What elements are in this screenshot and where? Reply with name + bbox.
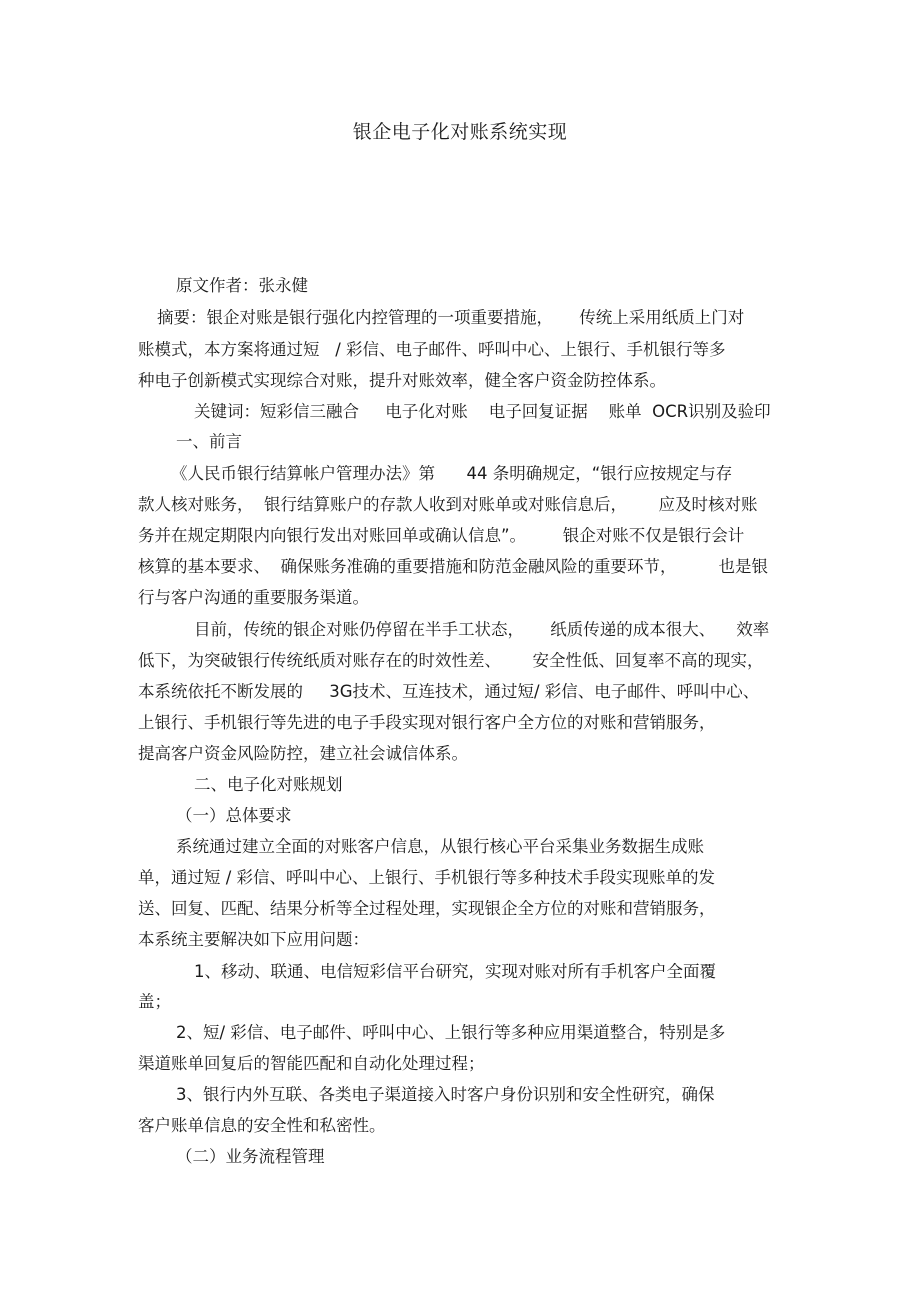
paragraph-line: 目前，传统的银企对账仍停留在半手工状态， 纸质传递的成本很大、 效率 xyxy=(194,620,770,639)
section-heading: 一、前言 xyxy=(176,432,242,451)
paragraph-line: 系统通过建立全面的对账客户信息，从银行核心平台采集业务数据生成账 xyxy=(176,837,704,856)
abstract-line: 种电子创新模式实现综合对账，提升对账效率，健全客户资金防控体系。 xyxy=(138,371,666,390)
keywords-line: 关键词：短彩信三融合 电子化对账 电子回复证据 账单 OCR识别及验印 xyxy=(194,402,771,421)
list-item: 盖； xyxy=(138,992,171,1011)
paragraph-line: 行与客户沟通的重要服务渠道。 xyxy=(138,588,369,607)
subsection-heading: （二）业务流程管理 xyxy=(176,1147,325,1166)
list-item: 1、移动、联通、电信短彩信平台研究，实现对账对所有手机客户全面覆 xyxy=(194,962,716,981)
subsection-heading: （一）总体要求 xyxy=(176,806,292,825)
document-title: 银企电子化对账系统实现 xyxy=(352,121,568,143)
paragraph-line: 上银行、手机银行等先进的电子手段实现对银行客户全方位的对账和营销服务， xyxy=(138,713,716,732)
section-heading: 二、电子化对账规划 xyxy=(194,775,343,794)
paragraph-line: 核算的基本要求、 确保账务准确的重要措施和防范金融风险的重要环节， 也是银 xyxy=(138,557,768,576)
abstract-line: 账模式，本方案将通过短 / 彩信、电子邮件、呼叫中心、上银行、手机银行等多 xyxy=(138,340,726,359)
paragraph-line: 单，通过短 / 彩信、呼叫中心、上银行、手机银行等多种技术手段实现账单的发 xyxy=(138,868,716,887)
paragraph-line: 送、回复、匹配、结果分析等全过程处理，实现银企全方位的对账和营销服务， xyxy=(138,899,716,918)
paragraph-line: 《人民币银行结算帐户管理办法》第 44 条明确规定，“银行应按规定与存 xyxy=(171,464,733,483)
paragraph-line: 务并在规定期限内向银行发出对账回单或确认信息”。 银企对账不仅是银行会计 xyxy=(138,526,745,545)
paragraph-line: 低下，为突破银行传统纸质对账存在的时效性差、 安全性低、回复率不高的现实， xyxy=(138,651,764,670)
abstract-line: 摘要：银企对账是银行强化内控管理的一项重要措施， 传统上采用纸质上门对 xyxy=(157,308,745,327)
list-item: 客户账单信息的安全性和私密性。 xyxy=(138,1116,386,1135)
paragraph-line: 款人核对账务， 银行结算账户的存款人收到对账单或对账信息后， 应及时核对账 xyxy=(138,495,758,514)
list-item: 渠道账单回复后的智能匹配和自动化处理过程； xyxy=(138,1054,485,1073)
author-line: 原文作者：张永健 xyxy=(176,276,308,295)
paragraph-line: 本系统主要解决如下应用问题： xyxy=(138,930,369,949)
paragraph-line: 提高客户资金风险防控，建立社会诚信体系。 xyxy=(138,744,468,763)
paragraph-line: 本系统依托不断发展的 3G技术、互连技术，通过短/ 彩信、电子邮件、呼叫中心、 xyxy=(138,682,760,701)
list-item: 2、短/ 彩信、电子邮件、呼叫中心、上银行等多种应用渠道整合，特别是多 xyxy=(176,1023,726,1042)
list-item: 3、银行内外互联、各类电子渠道接入时客户身份识别和安全性研究，确保 xyxy=(176,1085,715,1104)
